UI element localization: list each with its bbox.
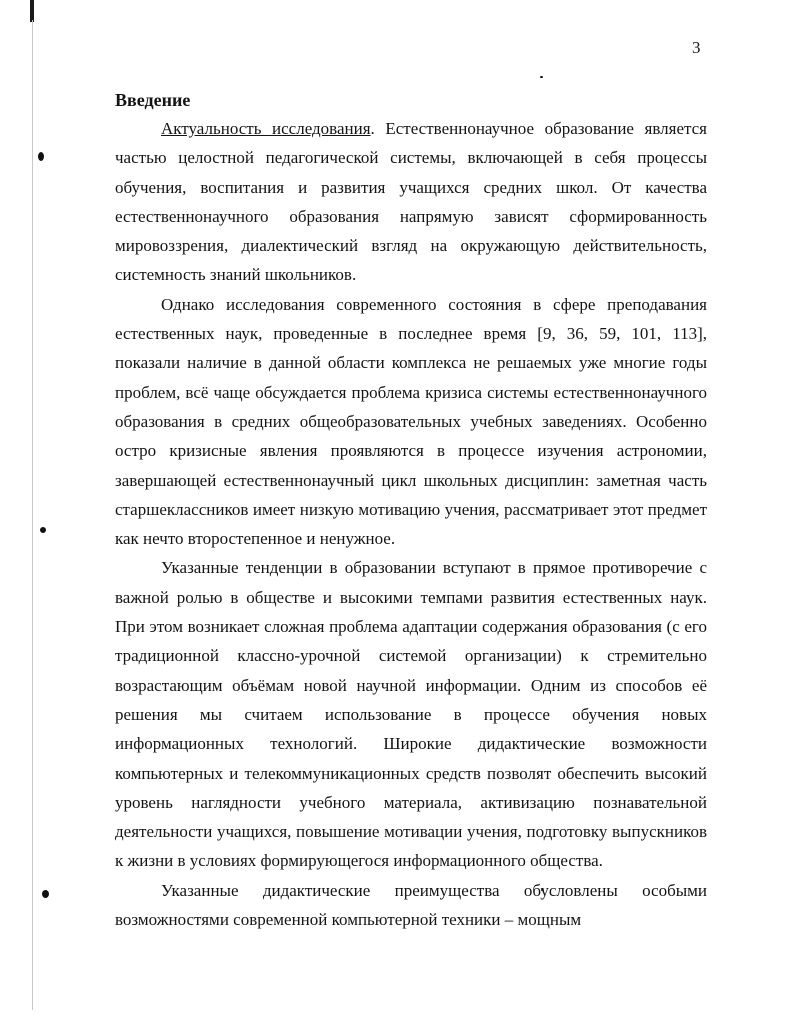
- section-heading: Введение: [115, 90, 191, 110]
- scan-speck: [40, 527, 46, 533]
- paragraph-text: . Естественнонаучное образование является частью целостной педагогической системы, включающей в себя процессы обучения, воспитания и развития учащихся средних школ. От качества естественнонаучного образования напрямую зависят сформированность мировоззрения, диалектический взгляд на окружающую действительность, системность знаний школьников.: [115, 119, 707, 285]
- paragraph: Однако исследования современного состояния в сфере преподавания естественных наук, проведенные в последнее время [9, 36, 59, 101, 113], показали наличие в данной области комплекса не решаемых уже многие годы проблем, всё чаще обсуждается проблема кризиса системы естественнонаучного образования в средних общеобразовательных учебных заведениях. Особенно остро кризисные явления проявляются в процессе изучения астрономии, завершающей естественнонаучный цикл школьных дисциплин: заметная часть старшеклассников имеет низкую мотивацию учения, рассматривает этот предмет как нечто второстепенное и ненужное.: [115, 294, 707, 549]
- page-number: 3: [692, 38, 701, 57]
- paragraph: Указанные дидактические преимущества обусловлены особыми возможностями современной компьютерной техники – мощным: [115, 880, 707, 930]
- paragraph: [115, 114, 707, 290]
- scan-speck: [38, 152, 44, 161]
- scan-edge-mark: [30, 0, 34, 22]
- body-text: [115, 114, 707, 934]
- paragraph-lead-underlined: Актуальность исследования: [161, 119, 371, 138]
- paragraph: Указанные тенденции в образовании вступают в прямое противоречие с важной ролью в обществе и высокими темпами развития естественных наук. При этом возникает сложная проблема адаптации содержания образования (с его традиционной классно-урочной системой организации) к стремительно возрастающим объёмам новой научной информации. Одним из способов её решения мы считаем использование в процессе обучения новых информационных технологий. Широкие дидактические возможности компьютерных и телекоммуникационных средств позволят обеспечить высокий уровень наглядности учебного материала, активизацию познавательной деятельности учащихся, повышение мотивации учения, подготовку выпускников к жизни в условиях формирующегося информационного общества.: [115, 558, 707, 871]
- scan-speck: [540, 76, 543, 78]
- scan-speck: [42, 890, 49, 898]
- scan-edge-line: [32, 20, 33, 1010]
